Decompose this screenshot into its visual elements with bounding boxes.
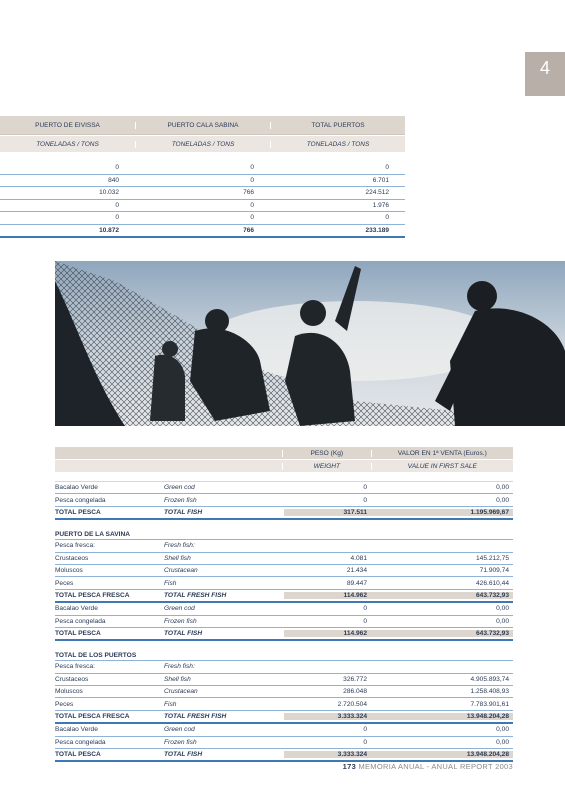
table-cell-es: Crustaceos [55, 675, 89, 683]
table-row [55, 686, 513, 698]
table-subheader [55, 460, 513, 472]
table-cell-w: 4.081 [350, 554, 367, 562]
table-cell-v: 643.732,93 [371, 630, 513, 637]
footer-text: MEMORIA ANUAL - ANUAL REPORT 2003 [358, 762, 513, 771]
table-cell-v: 0,00 [496, 738, 509, 746]
total-row [55, 507, 513, 520]
fishermen-with-nets-image [55, 261, 565, 426]
table-cell-en: Frozen fish [164, 496, 197, 504]
table-cell-es: Pesca congelada [55, 496, 106, 504]
table-row [55, 603, 513, 615]
table-cell-v: 0,00 [496, 617, 509, 625]
table-cell-w: 326.772 [343, 675, 367, 683]
header-eivissa: PUERTO DE EIVISSA [35, 121, 100, 129]
table-cell-w: 317.511 [284, 509, 371, 516]
total-row [55, 590, 513, 603]
table-cell-en: Green cod [164, 726, 195, 734]
table-cell-en: Shell fish [164, 675, 191, 683]
table-row [55, 482, 513, 494]
table-row [55, 661, 513, 673]
table-cell-en: TOTAL FISH [164, 751, 203, 759]
table-cell-es: TOTAL PESCA FRESCA [55, 591, 130, 599]
header-weight: PESO (Kg) [282, 450, 371, 457]
block-rows [55, 482, 513, 520]
table-cell-v: 1.195.969,67 [371, 509, 513, 516]
table-cell-w: 2.720.504 [337, 700, 367, 708]
table-cell-en: Crustacean [164, 567, 198, 575]
subheader-cell: TONELADAS / TONS [36, 140, 99, 148]
table-cell-v: 0,00 [496, 484, 509, 492]
table-row [55, 698, 513, 710]
table-cell: 0 [250, 176, 254, 184]
table-cell-es: TOTAL PESCA [55, 508, 101, 516]
page-number-tab: 4 [525, 52, 565, 96]
table-cell-es: Moluscos [55, 567, 83, 575]
block-rows [55, 661, 513, 762]
table-cell-en: TOTAL FRESH FISH [164, 591, 227, 599]
table-cell-w: 0 [363, 484, 367, 492]
table-cell-v: 0,00 [496, 496, 509, 504]
table-cell-en: TOTAL FRESH FISH [164, 713, 227, 721]
subheader-cell: TONELADAS / TONS [135, 141, 270, 148]
fish-catch-table [55, 447, 513, 762]
subheader-value: VALUE IN FIRST SALE [371, 463, 513, 470]
table-cell: 0 [115, 164, 119, 172]
table-cell-en: TOTAL FISH [164, 630, 203, 638]
total-row [55, 749, 513, 762]
table-cell-en: Green cod [164, 484, 195, 492]
header-value: VALOR EN 1ª VENTA (Euros.) [371, 450, 513, 457]
table-row [55, 540, 513, 552]
table-cell: 0 [250, 164, 254, 172]
table-cell: 233.189 [365, 226, 389, 234]
table-header [0, 116, 405, 135]
table-cell-es: Crustaceos [55, 554, 89, 562]
table-row [0, 212, 405, 225]
table-cell-en: Fresh fish: [164, 663, 195, 671]
table-cell-en: Green cod [164, 605, 195, 613]
table-cell-es: Bacalao Verde [55, 605, 98, 613]
table-row [55, 553, 513, 565]
table-cell: 0 [385, 214, 389, 222]
table-cell-w: 0 [363, 617, 367, 625]
table-cell: 1.976 [372, 201, 389, 209]
table-cell-es: TOTAL PESCA FRESCA [55, 713, 130, 721]
table-cell: 766 [243, 226, 254, 234]
table-row [55, 494, 513, 506]
fishermen-photo [55, 261, 565, 426]
table-cell-es: Peces [55, 579, 74, 587]
table-cell: 6.701 [372, 176, 389, 184]
table-cell-v: 7.783.901,61 [470, 700, 509, 708]
table-cell-w: 3.333.324 [284, 713, 371, 720]
table-cell-w: 0 [363, 496, 367, 504]
table-cell-es: Pesca congelada [55, 617, 106, 625]
table-cell-v: 4.905.893,74 [470, 675, 509, 683]
table-cell-en: TOTAL FISH [164, 508, 203, 516]
table-body [0, 162, 405, 238]
total-row [55, 628, 513, 641]
table-cell-w: 286.048 [343, 688, 367, 696]
table-subheader [0, 136, 405, 152]
table-cell-v: 0,00 [496, 726, 509, 734]
section-title-savina: PUERTO DE LA SAVINA [55, 525, 513, 540]
page-footer [343, 762, 513, 771]
table-cell-w: 89.447 [346, 579, 367, 587]
total-row [0, 225, 405, 239]
table-cell-w: 114.962 [284, 630, 371, 637]
total-row [55, 711, 513, 724]
table-row [0, 200, 405, 213]
table-cell-en: Crustacean [164, 688, 198, 696]
table-cell-v: 145.212,75 [475, 554, 509, 562]
table-row [0, 175, 405, 188]
table-cell-es: Moluscos [55, 688, 83, 696]
table-cell-en: Frozen fish [164, 617, 197, 625]
table-cell-v: 643.732,93 [371, 592, 513, 599]
table-cell: 10.032 [99, 189, 119, 197]
table-cell-v: 13.948.204,28 [371, 713, 513, 720]
table-header [55, 447, 513, 459]
footer-page-number: 173 [342, 762, 357, 771]
table-cell-en: Frozen fish [164, 738, 197, 746]
table-cell-es: Bacalao Verde [55, 726, 98, 734]
table-cell-w: 114.962 [284, 592, 371, 599]
table-cell-v: 0,00 [496, 605, 509, 613]
table-cell-v: 71.909,74 [479, 567, 509, 575]
table-cell-es: Peces [55, 700, 74, 708]
table-cell-es: Pesca congelada [55, 738, 106, 746]
header-cala-sabina: PUERTO CALA SABINA [135, 122, 270, 129]
table-cell-v: 1.258.408,93 [470, 688, 509, 696]
table-row [55, 577, 513, 589]
subheader-cell: TONELADAS / TONS [270, 141, 405, 148]
block-rows [55, 540, 513, 641]
ports-tonnage-table [0, 116, 405, 238]
table-cell: 0 [115, 214, 119, 222]
table-cell: 224.512 [365, 189, 389, 197]
table-cell-v: 13.948.204,28 [371, 751, 513, 758]
table-cell-en: Shell fish [164, 554, 191, 562]
table-row [0, 162, 405, 175]
table-cell-en: Fish [164, 579, 177, 587]
table-cell-w: 3.333.324 [284, 751, 371, 758]
table-cell: 0 [385, 164, 389, 172]
table-cell-es: TOTAL PESCA [55, 630, 101, 638]
table-row [55, 565, 513, 577]
section-title-total-ports: TOTAL DE LOS PUERTOS [55, 646, 513, 661]
table-cell-w: 0 [363, 738, 367, 746]
table-cell: 10.872 [99, 226, 119, 234]
table-row [55, 737, 513, 749]
table-cell-es: Pesca fresca: [55, 663, 95, 671]
subheader-weight: WEIGHT [282, 463, 371, 470]
table-row [55, 674, 513, 686]
table-cell: 0 [250, 201, 254, 209]
table-cell-es: TOTAL PESCA [55, 751, 101, 759]
table-cell-es: Bacalao Verde [55, 484, 98, 492]
table-cell: 0 [250, 214, 254, 222]
table-cell-en: Fish [164, 700, 177, 708]
table-row [0, 187, 405, 200]
table-cell-w: 21.434 [346, 567, 367, 575]
table-cell-en: Fresh fish: [164, 542, 195, 550]
table-cell-es: Pesca fresca: [55, 542, 95, 550]
table-cell-w: 0 [363, 605, 367, 613]
header-total: TOTAL PUERTOS [270, 122, 405, 129]
table-row [55, 724, 513, 736]
table-cell-v: 426.610,44 [475, 579, 509, 587]
table-cell: 0 [115, 201, 119, 209]
table-cell: 840 [108, 176, 119, 184]
table-row [55, 616, 513, 628]
table-cell: 766 [243, 189, 254, 197]
table-cell-w: 0 [363, 726, 367, 734]
